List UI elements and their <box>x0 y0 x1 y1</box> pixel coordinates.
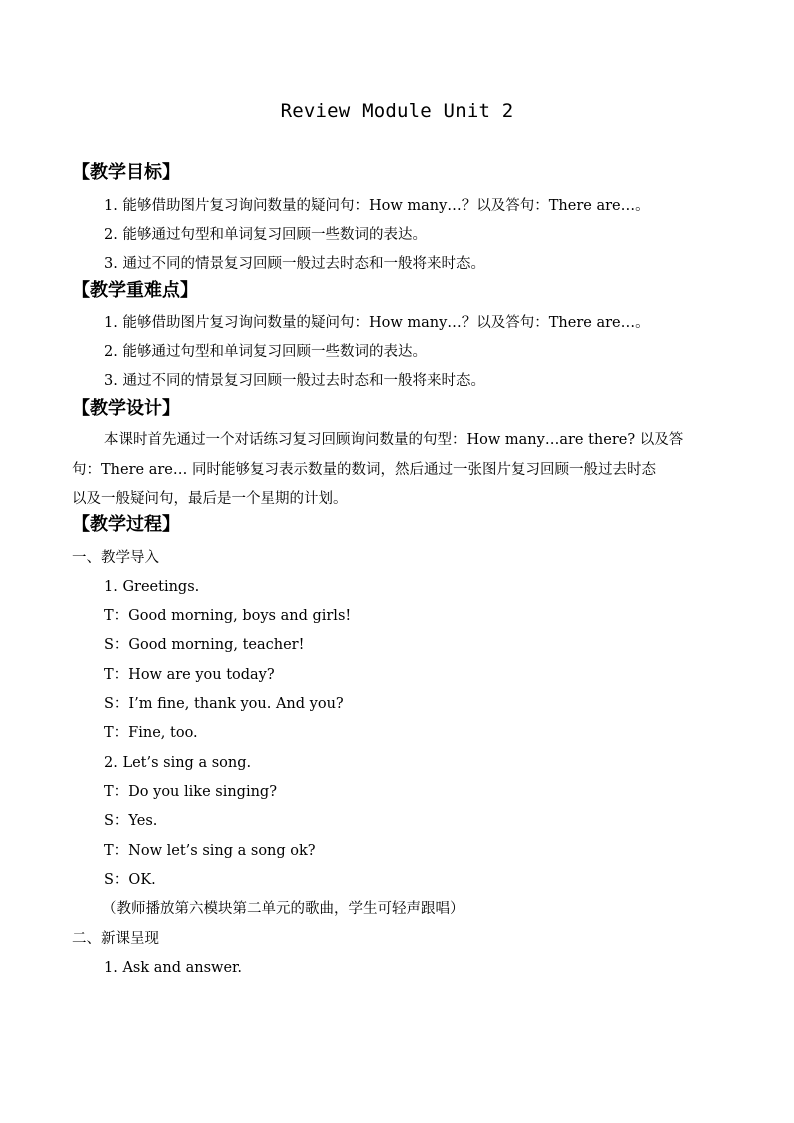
dialogue-line: T：Now let’s sing a song ok? <box>104 843 316 859</box>
objectives-heading: 【教学目标】 <box>72 162 180 183</box>
design-heading: 【教学设计】 <box>72 398 180 419</box>
dialogue-line: S：I’m fine, thank you. And you? <box>104 696 344 712</box>
dialogue-line: 1. Greetings. <box>104 579 200 595</box>
objective-item: 3. 通过不同的情景复习回顾一般过去时态和一般将来时态。 <box>104 256 485 272</box>
objective-item: 2. 能够通过句型和单词复习回顾一些数词的表达。 <box>104 227 427 243</box>
dialogue-line: S：OK. <box>104 872 156 888</box>
key-point-item: 2. 能够通过句型和单词复习回顾一些数词的表达。 <box>104 344 427 360</box>
dialogue-line: 1. Ask and answer. <box>104 960 242 976</box>
key-points-heading: 【教学重难点】 <box>72 280 198 301</box>
objective-item: 1. 能够借助图片复习询问数量的疑问句：How many…？以及答句：There are…。 <box>104 198 650 214</box>
dialogue-line: T：Fine, too. <box>104 725 198 741</box>
section-title: 一、教学导入 <box>72 550 159 566</box>
dialogue-line: S：Yes. <box>104 813 158 829</box>
design-paragraph-line: 以及一般疑问句，最后是一个星期的计划。 <box>72 491 348 507</box>
dialogue-line: T：Good morning, boys and girls! <box>104 608 352 624</box>
document-title: Review Module Unit 2 <box>280 100 514 122</box>
section-title: 二、新课呈现 <box>72 931 159 947</box>
design-paragraph-line: 本课时首先通过一个对话练习复习回顾询问数量的句型：How many…are there? 以及答 <box>104 432 684 448</box>
dialogue-line: S：Good morning, teacher! <box>104 637 305 653</box>
dialogue-line: T：How are you today? <box>104 667 275 683</box>
dialogue-line: 2. Let’s sing a song. <box>104 755 252 771</box>
key-point-item: 3. 通过不同的情景复习回顾一般过去时态和一般将来时态。 <box>104 373 485 389</box>
teacher-note: （教师播放第六模块第二单元的歌曲，学生可轻声跟唱） <box>102 901 465 917</box>
design-paragraph-line: 句：There are… 同时能够复习表示数量的数词，然后通过一张图片复习回顾一般过去时态 <box>72 462 656 478</box>
key-point-item: 1. 能够借助图片复习询问数量的疑问句：How many…？以及答句：There are…。 <box>104 315 650 331</box>
dialogue-line: T：Do you like singing? <box>104 784 277 800</box>
process-heading: 【教学过程】 <box>72 514 180 535</box>
